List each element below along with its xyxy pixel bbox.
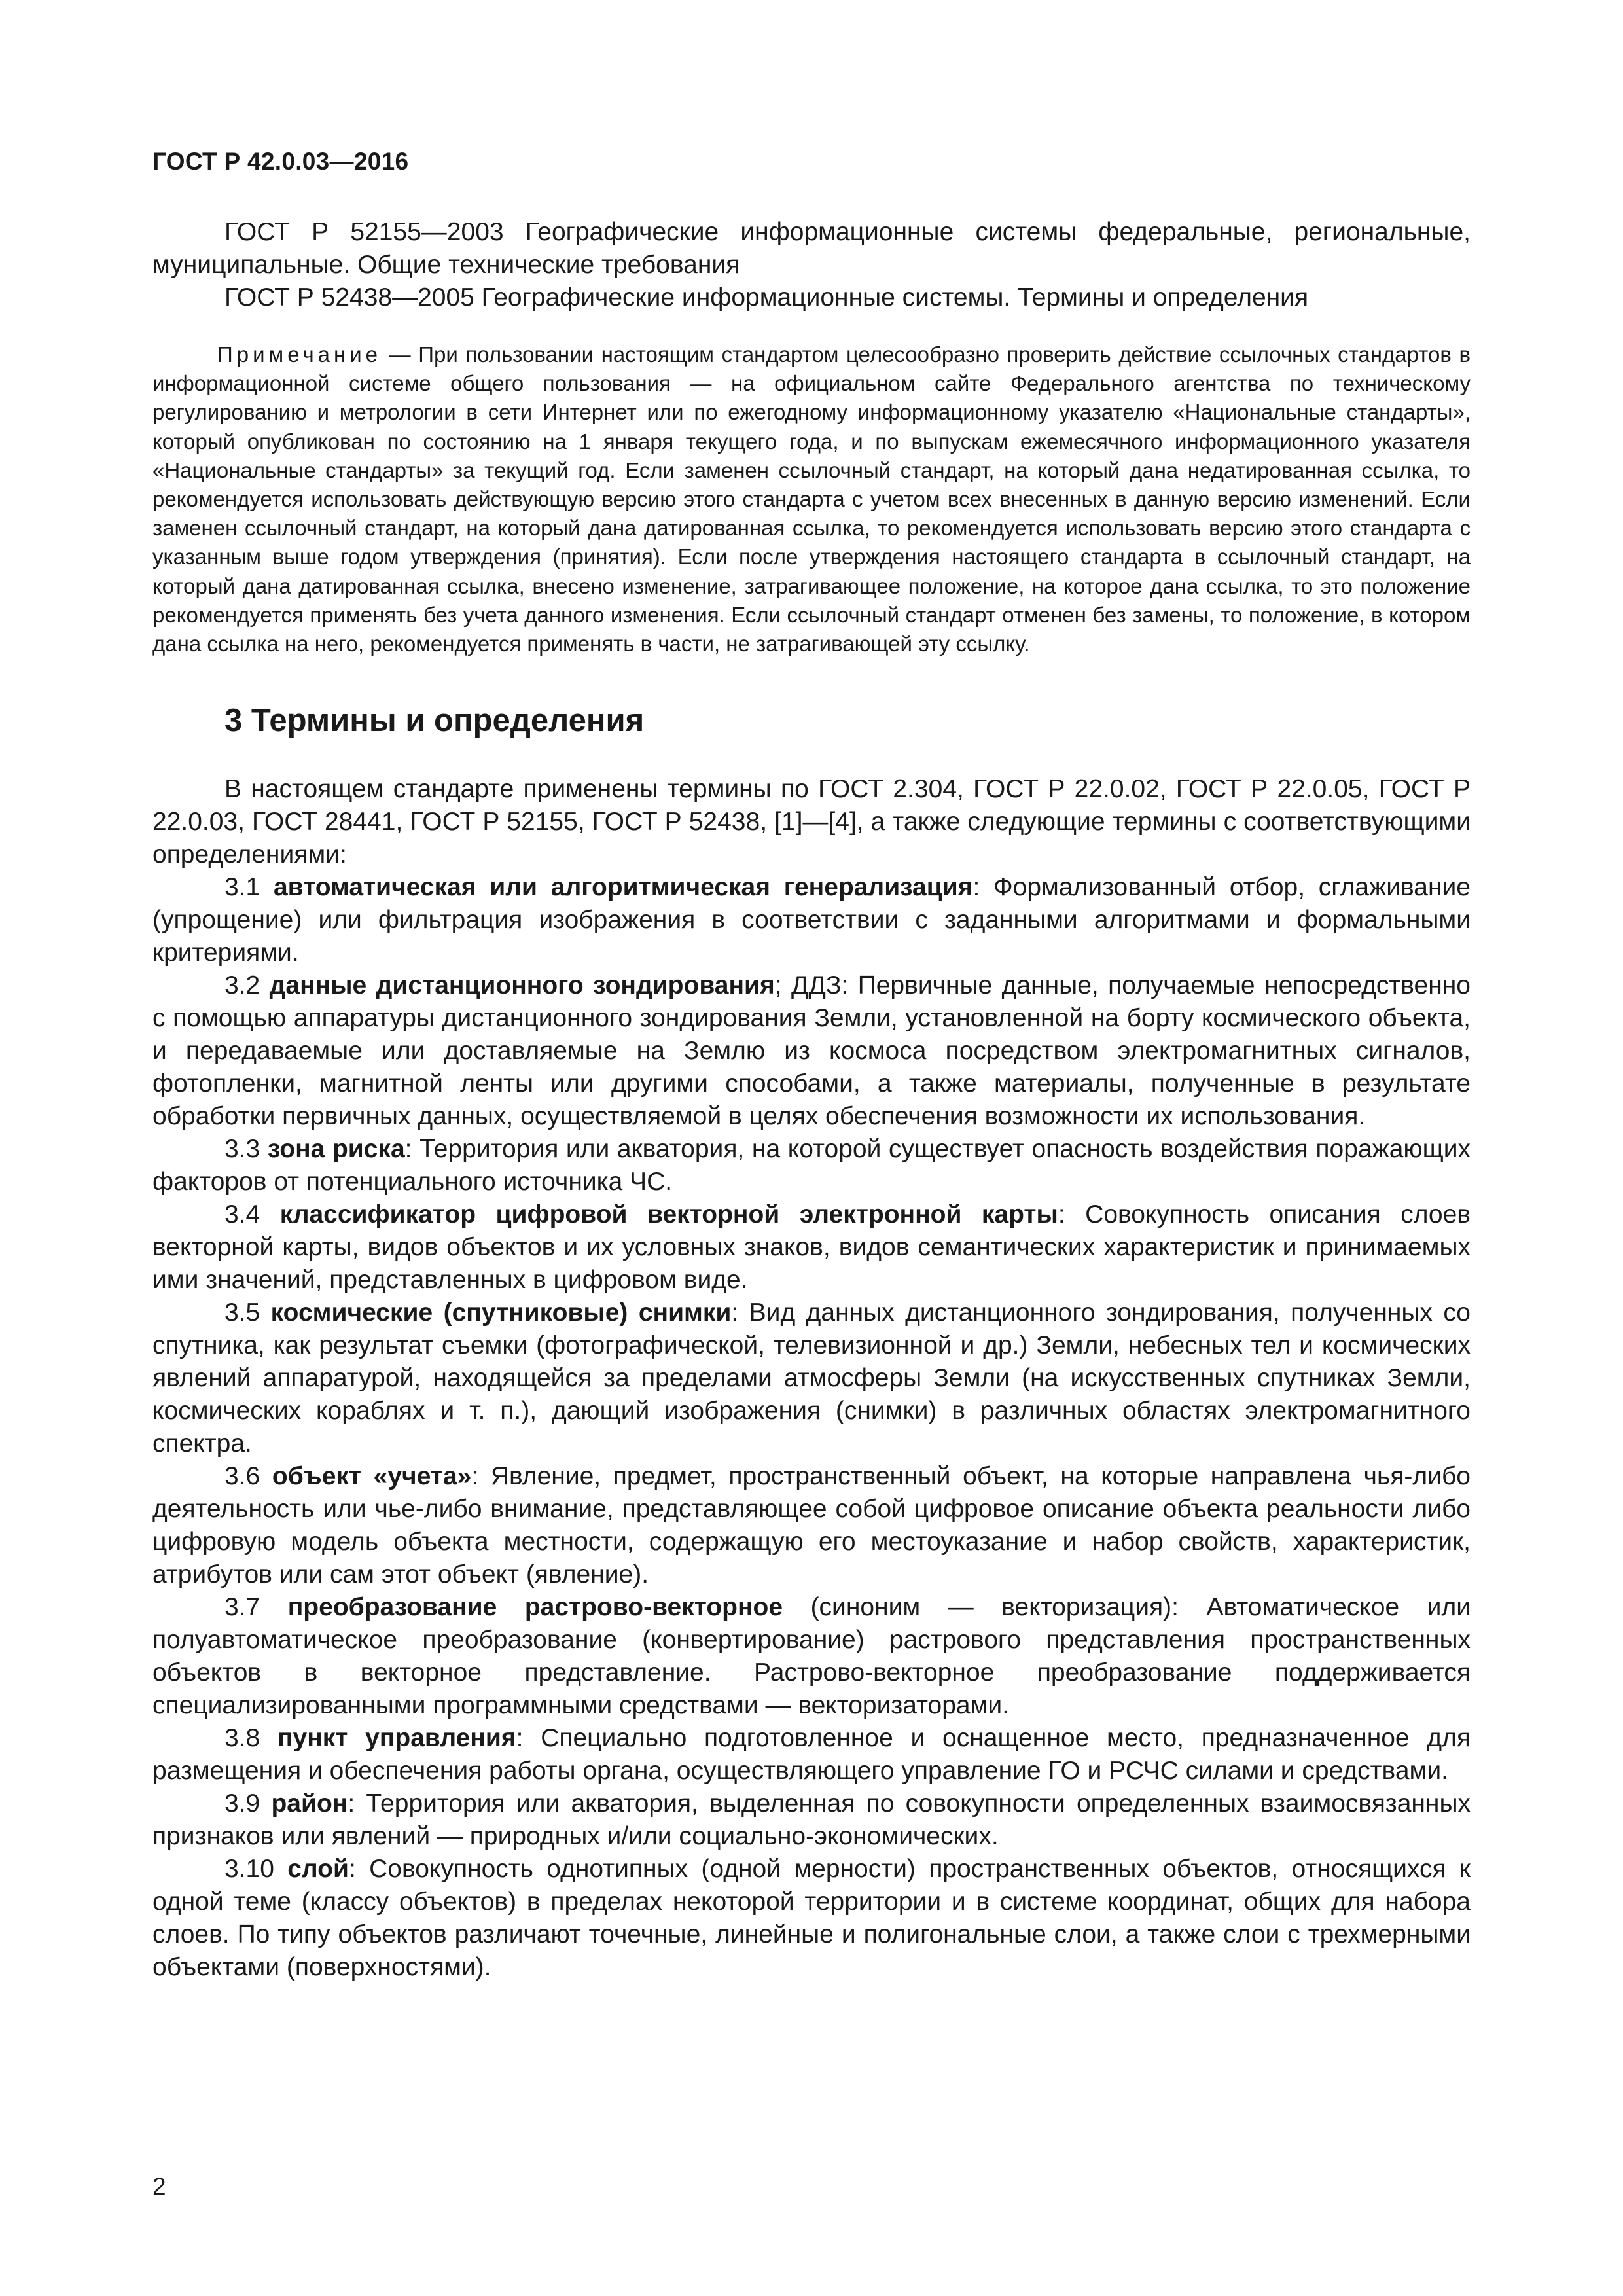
term-definition — [152, 1722, 1471, 1787]
term-number: 3.10 — [224, 1855, 288, 1884]
term-number: 3.2 — [224, 971, 270, 1000]
term-text: : Совокупность описания слоев векторной карты, видов объектов и их условных знаков, видов семантических характеристик и принимаемых ими значений, представленных в цифровом виде. — [152, 1200, 1471, 1295]
term-name: зона риска — [267, 1135, 405, 1164]
term-text: : Явление, предмет, пространственный объект, на которые направлена чья-либо деятельность или чье-либо внимание, представляющее собой цифровое описание объекта реальности либо цифровую модель объекта местности, содержащую его местоуказание и набор свойств, характеристик, атрибутов или сам этот объект (явление). — [152, 1462, 1471, 1589]
term-name: пункт управления — [277, 1724, 516, 1753]
note-label: Примечание — [217, 342, 382, 367]
term-number: 3.3 — [224, 1135, 268, 1164]
term-definition — [152, 1787, 1471, 1853]
term-name: объект «учета» — [272, 1462, 472, 1491]
document-header: ГОСТ Р 42.0.03—2016 — [152, 148, 409, 175]
term-text: : Территория или акватория, выделенная по совокупности определенных взаимосвязанных признаков или явлений — природных и/или социально-экономических. — [152, 1789, 1471, 1851]
reference-item: ГОСТ Р 52155—2003 Географические информационные системы федеральные, региональные, муниципальные. Общие технические требования — [152, 218, 1471, 279]
term-definition — [152, 1591, 1471, 1722]
term-number: 3.8 — [224, 1724, 277, 1753]
term-definition — [152, 1853, 1471, 1984]
term-name: район — [271, 1789, 348, 1818]
note-text: — При пользовании настоящим стандартом целесообразно проверить действие ссылочных стандартов в информационной системе общего пользования — на официальном сайте Федерального агентства по техническому регулированию и метрологии в сети Интернет или по ежегодному информационному указателю «Национальные стандарты», который опубликован по состоянию на 1 января текущего года, и по выпускам ежемесячного информационного указателя «Национальные стандарты» за текущий год. Если заменен ссылочный стандарт, на который дана недатированная ссылка, то рекомендуется использовать действующую версию этого стандарта с учетом всех внесенных в данную версию изменений. Если заменен ссылочный стандарт, на который дана датированная ссылка, то рекомендуется использовать версию этого стандарта с указанным выше годом утверждения (принятия). Если после утверждения настоящего стандарта в ссылочный стандарт, на который дана датированная ссылка, внесено изменение, затрагивающее положение, на которое дана ссылка, то это положение рекомендуется применять без учета данного изменения. Если ссылочный стандарт отменен без замены, то положение, в котором дана ссылка на него, рекомендуется применять в части, не затрагивающей эту ссылку. — [152, 342, 1471, 656]
term-number: 3.4 — [224, 1200, 280, 1229]
term-number: 3.1 — [224, 873, 274, 902]
term-name: преобразование растрово-векторное — [287, 1593, 783, 1622]
term-text: ; ДДЗ: Первичные данные, получаемые непосредственно с помощью аппаратуры дистанционного зондирования Земли, установленной на борту космического объекта, и передаваемые или доставляемые на Землю из космоса посредством электромагнитных сигналов, фотопленки, магнитной ленты или другими способами, а также материалы, полученные в результате обработки первичных данных, осуществляемой в целях обеспечения возможности их использования. — [152, 971, 1471, 1131]
term-definition — [152, 969, 1471, 1133]
term-definition — [152, 1297, 1471, 1460]
term-text: : Специально подготовленное и оснащенное место, предназначенное для размещения и обеспечения работы органа, осуществляющего управление ГО и РСЧС силами и средствами. — [152, 1724, 1471, 1785]
term-definition — [152, 1460, 1471, 1591]
term-text: : Формализованный отбор, сглаживание (упрощение) или фильтрация изображения в соответствии с заданными алгоритмами и формальными критериями. — [152, 873, 1471, 967]
section-heading: 3 Термины и определения — [224, 703, 645, 739]
term-name: слой — [287, 1855, 349, 1884]
term-name: космические (спутниковые) снимки — [270, 1299, 732, 1327]
term-text: : Вид данных дистанционного зондирования, полученных со спутника, как результат съемки (фотографической, телевизионной и др.) Земли, небесных тел и космических явлений аппаратурой, находящейся за пределами атмосферы Земли (на искусственных спутниках Земли, космических кораблях и т. п.), дающий изображения (снимки) в различных областях электромагнитного спектра. — [152, 1299, 1471, 1458]
term-definition — [152, 871, 1471, 969]
page-number: 2 — [152, 2173, 166, 2200]
section-intro: В настоящем стандарте применены термины по ГОСТ 2.304, ГОСТ Р 22.0.02, ГОСТ Р 22.0.05, ГОСТ Р 22.0.03, ГОСТ 28441, ГОСТ Р 52155, ГОСТ Р 52438, [1]—[4], а также следующие термины с соответствующими определениями: — [152, 775, 1471, 869]
term-text: (синоним — векторизация): Автоматическое или полуавтоматическое преобразование (конвертирование) растрового представления пространственных объектов в векторное представление. Растрово-векторное преобразование поддерживается специализированными программными средствами — векторизаторами. — [152, 1593, 1471, 1720]
term-number: 3.9 — [224, 1789, 272, 1818]
term-number: 3.7 — [224, 1593, 288, 1622]
page-content — [152, 216, 1471, 1984]
term-name: данные дистанционного зондирования — [269, 971, 775, 1000]
term-definition — [152, 1133, 1471, 1198]
note-paragraph — [152, 340, 1471, 658]
term-number: 3.6 — [224, 1462, 272, 1491]
term-name: классификатор цифровой векторной электронной карты — [279, 1200, 1058, 1229]
term-number: 3.5 — [224, 1299, 271, 1327]
term-definition — [152, 1198, 1471, 1297]
term-text: : Совокупность однотипных (одной мерности) пространственных объектов, относящихся к одной теме (классу объектов) в пределах некоторой территории и в системе координат, общих для набора слоев. По типу объектов различают точечные, линейные и полигональные слои, а также слои с трехмерными объектами (поверхностями). — [152, 1855, 1471, 1982]
term-name: автоматическая или алгоритмическая генерализация — [273, 873, 973, 902]
term-text: : Территория или акватория, на которой существует опасность воздействия поражающих факторов от потенциального источника ЧС. — [152, 1135, 1471, 1196]
reference-item: ГОСТ Р 52438—2005 Географические информационные системы. Термины и определения — [224, 283, 1309, 312]
